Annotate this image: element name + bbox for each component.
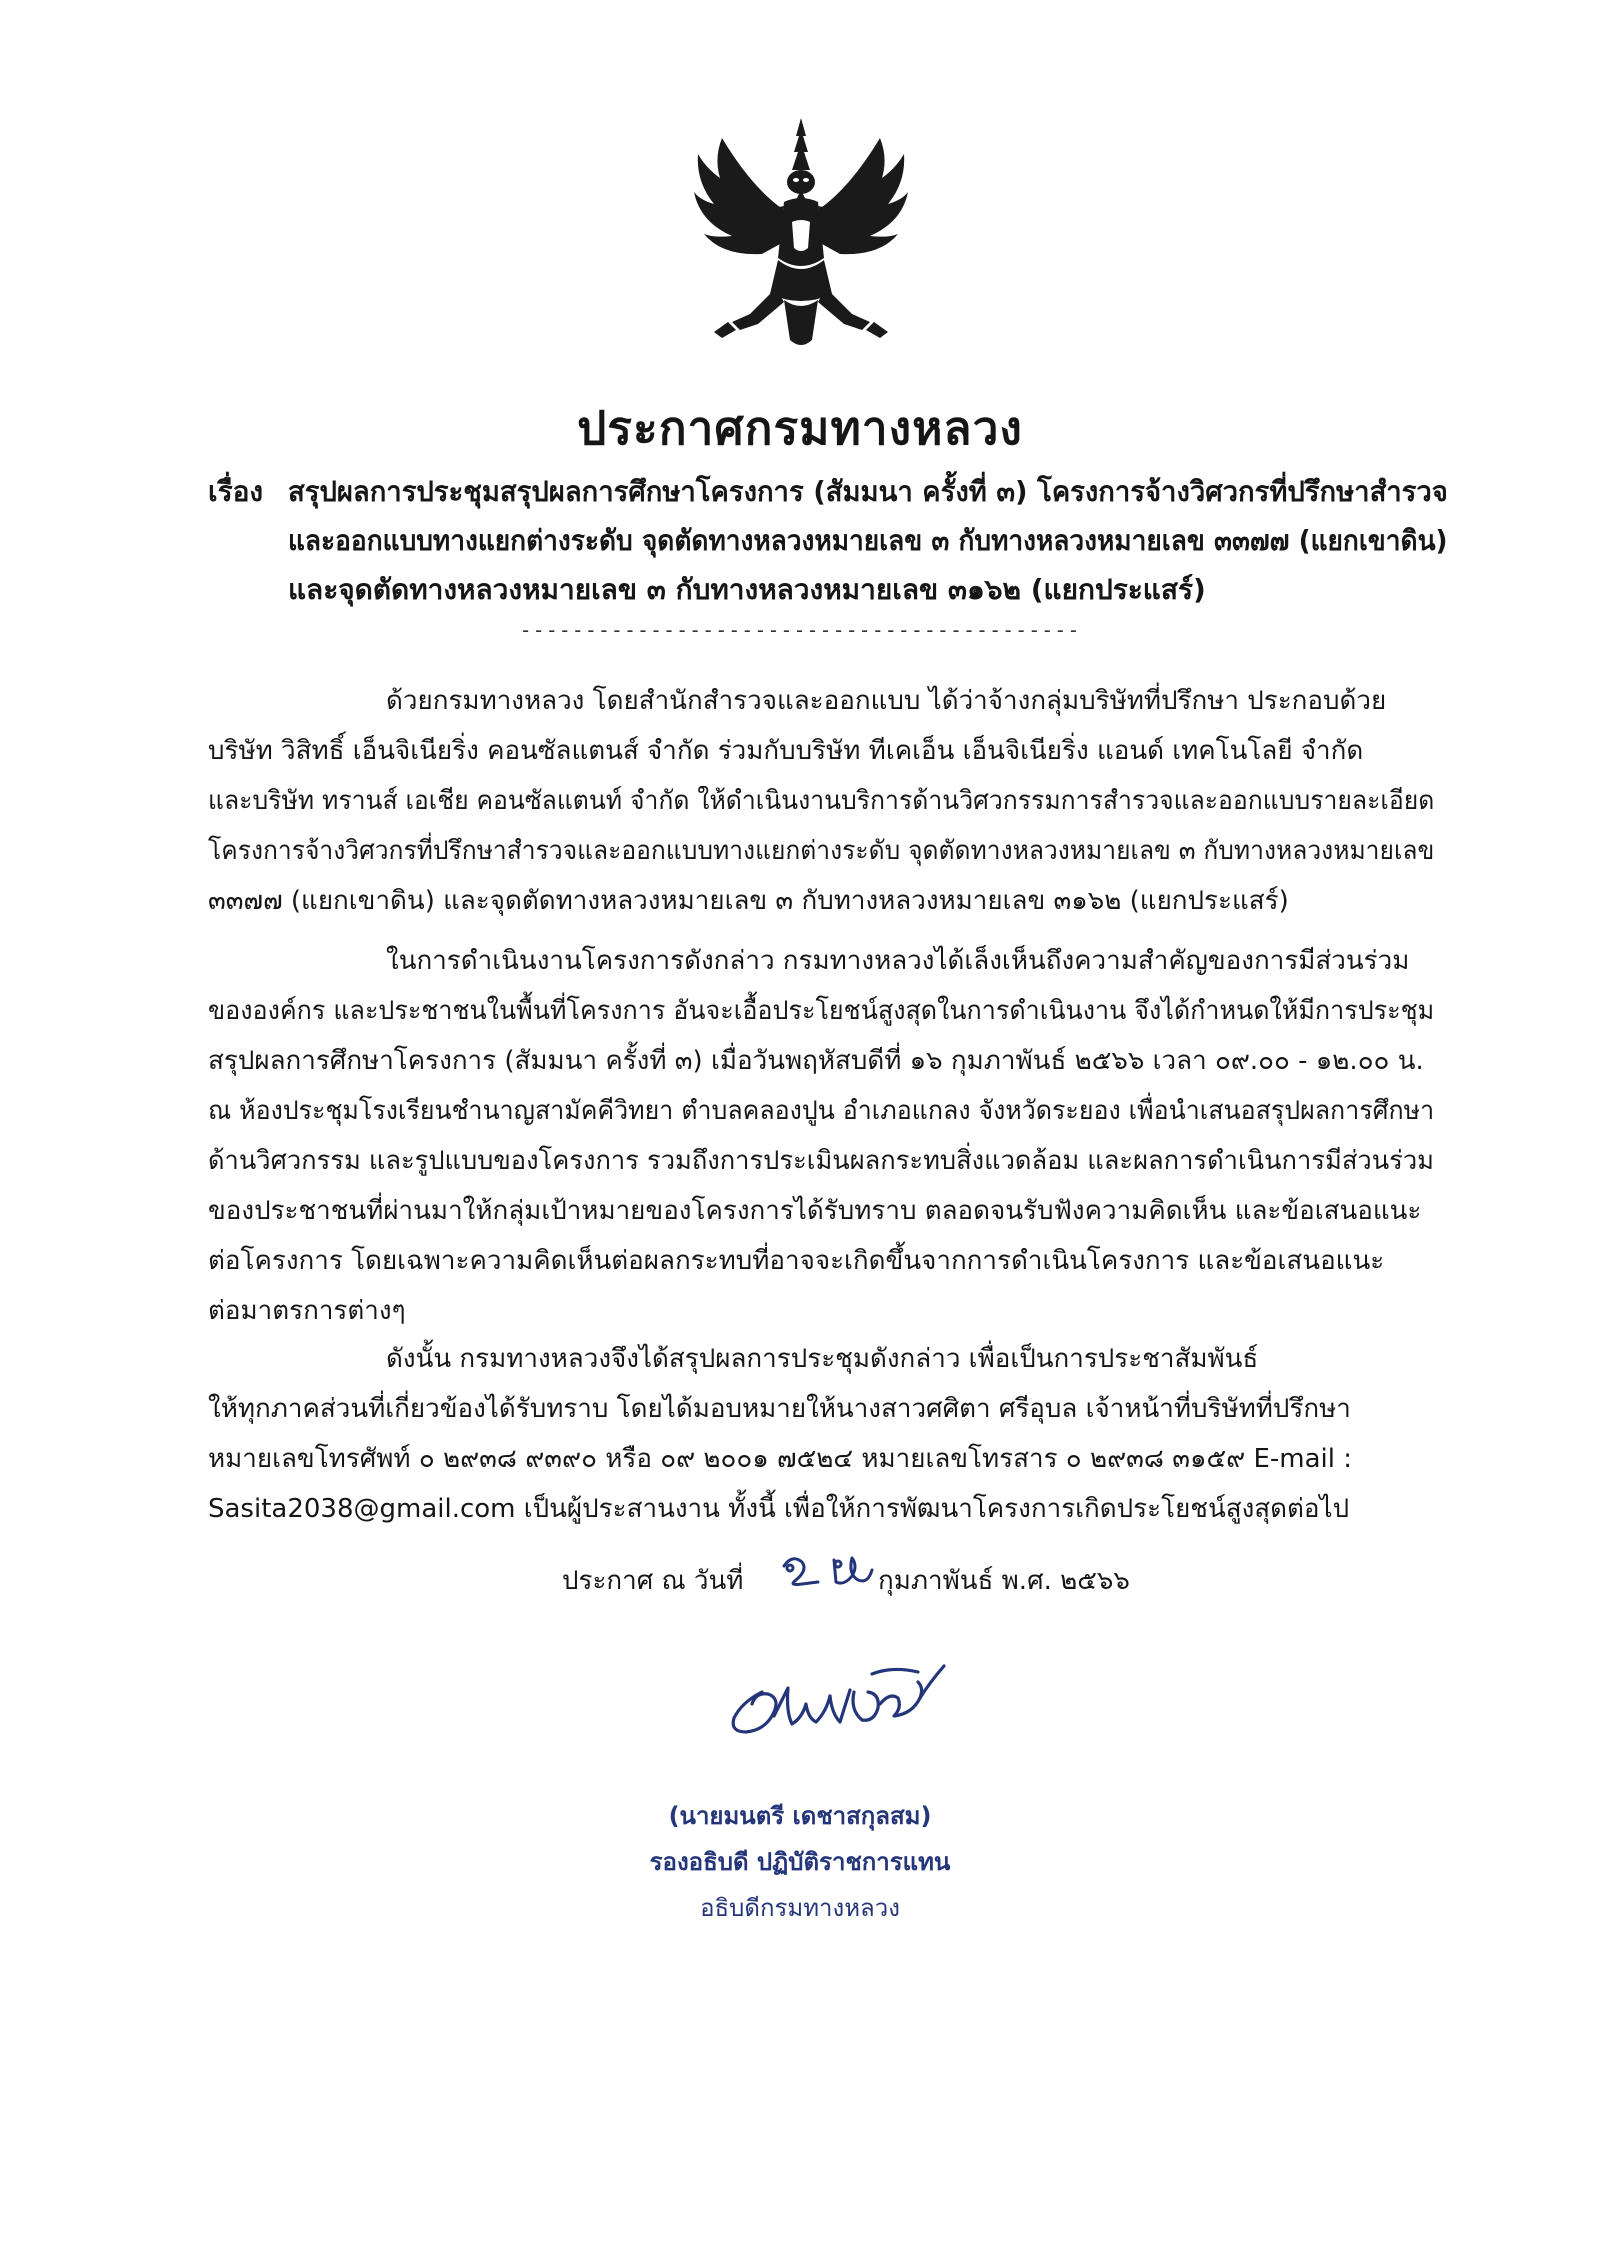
paragraph-line: ๓๓๗๗ (แยกเขาดิน) และจุดตัดทางหลวงหมายเลข ๓ กับทางหลวงหมายเลข ๓๑๖๒ (แยกประแสร์) [208,886,1289,916]
subject-line: และจุดตัดทางหลวงหมายเลข ๓ กับทางหลวงหมายเลข ๓๑๖๒ (แยกประแสร์) [288,573,1206,606]
paragraph-line: ขององค์กร และประชาชนในพื้นที่โครงการ อันจะเอื้อประโยชน์สูงสุดในการดำเนินงาน จึงได้กำหนดให้มีการประชุม [208,996,1435,1026]
paragraph-line: ต่อมาตรการต่างๆ [208,1296,406,1326]
garuda-emblem-icon [692,118,910,350]
paragraph-line: Sasita2038@gmail.com เป็นผู้ประสานงาน ทั้งนี้ เพื่อให้การพัฒนาโครงการเกิดประโยชน์สูงสุดต่อไป [208,1494,1350,1524]
subject-line: และออกแบบทางแยกต่างระดับ จุดตัดทางหลวงหมายเลข ๓ กับทางหลวงหมายเลข ๓๓๗๗ (แยกเขาดิน) [288,524,1448,557]
document-title: ประกาศกรมทางหลวง [577,401,1023,455]
subject-label: เรื่อง [208,475,264,508]
paragraph-line: ของประชาชนที่ผ่านมาให้กลุ่มเป้าหมายของโครงการได้รับทราบ ตลอดจนรับฟังความคิดเห็น และข้อเสนอแนะ [208,1196,1422,1226]
signatory-position: รองอธิบดี ปฏิบัติราชการแทน [649,1848,951,1876]
paragraph-line: ด้วยกรมทางหลวง โดยสำนักสำรวจและออกแบบ ได้ว่าจ้างกลุ่มบริษัทที่ปรึกษา ประกอบด้วย [386,686,1387,716]
paragraph-line: และบริษัท ทรานส์ เอเชีย คอนซัลแตนท์ จำกัด ให้ดำเนินงานบริการด้านวิศวกรรมการสำรวจและออกแบบรายละเอียด [208,786,1435,816]
paragraph-line: ดังนั้น กรมทางหลวงจึงได้สรุปผลการประชุมดังกล่าว เพื่อเป็นการประชาสัมพันธ์ [386,1344,1259,1374]
handwritten-day-icon [778,1546,878,1596]
paragraph-line: สรุปผลการศึกษาโครงการ (สัมมนา ครั้งที่ ๓) เมื่อวันพฤหัสบดีที่ ๑๖ กุมภาพันธ์ ๒๕๖๖ เวลา ๐๙.๐๐ - ๑๒.๐๐ น. [208,1046,1424,1076]
paragraph-line: บริษัท วิสิทธิ์ เอ็นจิเนียริ่ง คอนซัลแตนส์ จำกัด ร่วมกับบริษัท ทีเคเอ็น เอ็นจิเนียริ่ง แอนด์ เทคโนโลยี จำกัด [208,736,1364,766]
signatory-name: (นายมนตรี เดชาสกุลสม) [668,1802,932,1830]
paragraph-line: ณ ห้องประชุมโรงเรียนชำนาญสามัคคีวิทยา ตำบลคลองปูน อำเภอแกลง จังหวัดระยอง เพื่อนำเสนอสรุปผลการศึกษา [208,1096,1435,1126]
paragraph-line: ให้ทุกภาคส่วนที่เกี่ยวข้องได้รับทราบ โดยได้มอบหมายให้นางสาวศศิตา ศรีอุบล เจ้าหน้าที่บริษัทที่ปรึกษา [208,1394,1351,1424]
handwritten-signature-icon [722,1652,972,1762]
announcement-date-prefix: ประกาศ ณ วันที่ [562,1566,744,1596]
paragraph-line: ในการดำเนินงานโครงการดังกล่าว กรมทางหลวงได้เล็งเห็นถึงความสำคัญของการมีส่วนร่วม [386,946,1410,976]
handwritten-day [778,1546,878,1596]
paragraph-line: โครงการจ้างวิศวกรที่ปรึกษาสำรวจและออกแบบทางแยกต่างระดับ จุดตัดทางหลวงหมายเลข ๓ กับทางหลวงหมายเลข [208,836,1435,866]
subject-line: สรุปผลการประชุมสรุปผลการศึกษาโครงการ (สัมมนา ครั้งที่ ๓) โครงการจ้างวิศวกรที่ปรึกษาสำรวจ [288,475,1448,508]
divider-line: ------------------------------------------- [519,618,1081,642]
paragraph-line: ด้านวิศวกรรม และรูปแบบของโครงการ รวมถึงการประเมินผลกระทบสิ่งแวดล้อม และผลการดำเนินการมีส่วนร่วม [208,1146,1434,1176]
paragraph-line: ต่อโครงการ โดยเฉพาะความคิดเห็นต่อผลกระทบที่อาจจะเกิดขึ้นจากการดำเนินโครงการ และข้อเสนอแนะ [208,1246,1385,1276]
signatory-organization: อธิบดีกรมทางหลวง [700,1894,900,1922]
announcement-month-year: กุมภาพันธ์ พ.ศ. ๒๕๖๖ [878,1566,1130,1596]
paragraph-line: หมายเลขโทรศัพท์ ๐ ๒๙๓๘ ๙๓๙๐ หรือ ๐๙ ๒๐๐๑ ๗๕๒๔ หมายเลขโทรสาร ๐ ๒๙๓๘ ๓๑๕๙ E-mail : [208,1444,1353,1474]
